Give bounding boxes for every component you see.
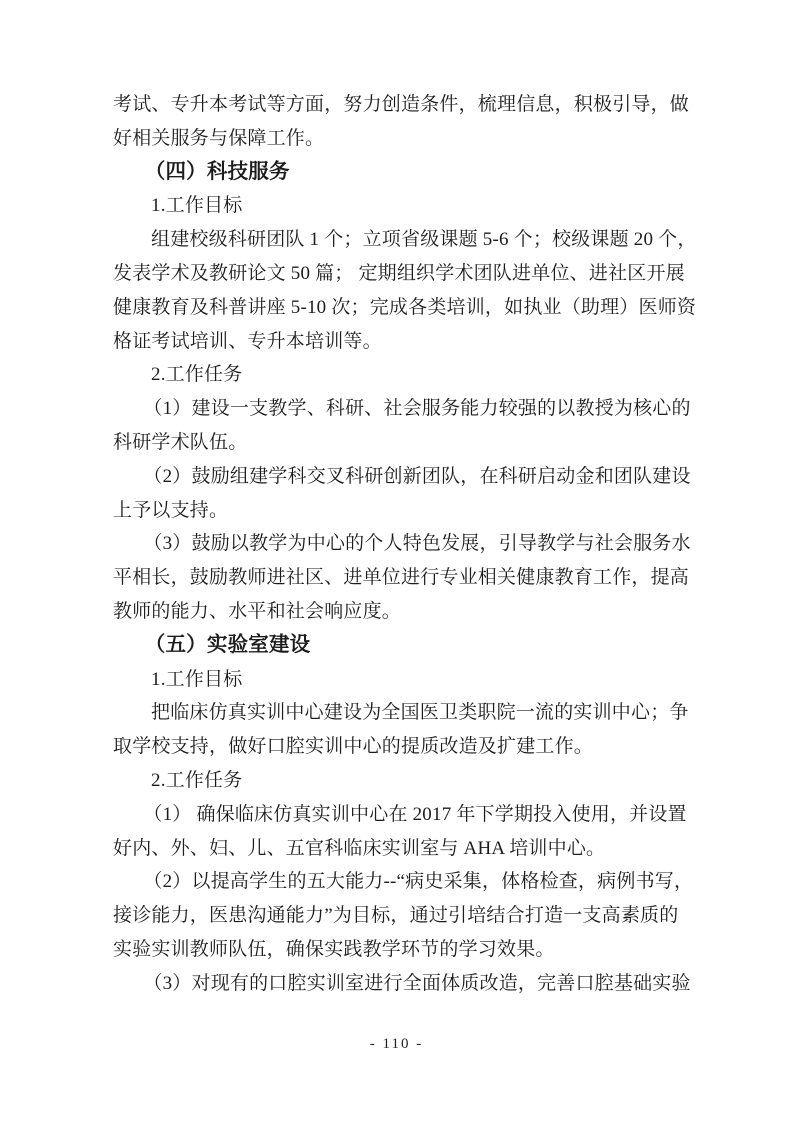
page-number: - 110 - [369, 1036, 424, 1052]
text-line: 2.工作任务 [151, 769, 243, 791]
text-line: 健康教育及科普讲座 5-10 次；完成各类培训，如执业（助理）医师资 [113, 296, 697, 318]
text-line: （1） 确保临床仿真实训中心在 2017 年下学期投入使用，并设置 [143, 803, 687, 825]
text-line: （3）对现有的口腔实训室进行全面体质改造，完善口腔基础实验 [143, 972, 691, 994]
text-line: 实验实训教师队伍，确保实践教学环节的学习效果。 [113, 938, 555, 960]
text-line: 1.工作目标 [151, 195, 243, 217]
text-line: 取学校支持，做好口腔实训中心的提质改造及扩建工作。 [113, 736, 594, 758]
text-line: 科研学术队伍。 [113, 431, 248, 453]
text-line: 发表学术及教研论文 50 篇； 定期组织学术团队进单位、进社区开展 [113, 262, 685, 284]
text-line: （3）鼓励以教学为中心的个人特色发展，引导教学与社会服务水 [143, 533, 691, 555]
text-line: 好相关服务与保障工作。 [113, 127, 325, 149]
text-line: 考试、专升本考试等方面，努力创造条件，梳理信息，积极引导，做 [113, 94, 690, 115]
text-line: 2.工作任务 [151, 364, 243, 386]
section-heading: （五）实验室建设 [144, 633, 311, 656]
text-line: 接诊能力，医患沟通能力”为目标，通过引培结合打造一支高素质的 [113, 905, 679, 927]
text-line: （2）以提高学生的五大能力--“病史采集，体格检查，病例书写， [143, 871, 694, 893]
text-line: 1.工作目标 [151, 668, 243, 690]
section-heading: （四）科技服务 [144, 160, 290, 183]
text-line: 上予以支持。 [113, 499, 229, 521]
text-line: （1）建设一支教学、科研、社会服务能力较强的以教授为核心的 [143, 398, 691, 420]
document-body [113, 88, 697, 1001]
text-line: 教师的能力、水平和社会响应度。 [113, 600, 402, 622]
text-line: 平相长，鼓励教师进社区、进单位进行专业相关健康教育工作，提高 [113, 567, 690, 589]
text-line: （2）鼓励组建学科交叉科研创新团队，在科研启动金和团队建设 [143, 465, 691, 487]
text-line: 格证考试培训、专升本培训等。 [113, 330, 382, 352]
text-line: 把临床仿真实训中心建设为全国医卫类职院一流的实训中心；争 [151, 702, 689, 724]
text-line: 好内、外、妇、儿、五官科临床实训室与 AHA 培训中心。 [113, 837, 606, 859]
text-line: 组建校级科研团队 1 个；立项省级课题 5-6 个；校级课题 20 个， [151, 229, 697, 251]
